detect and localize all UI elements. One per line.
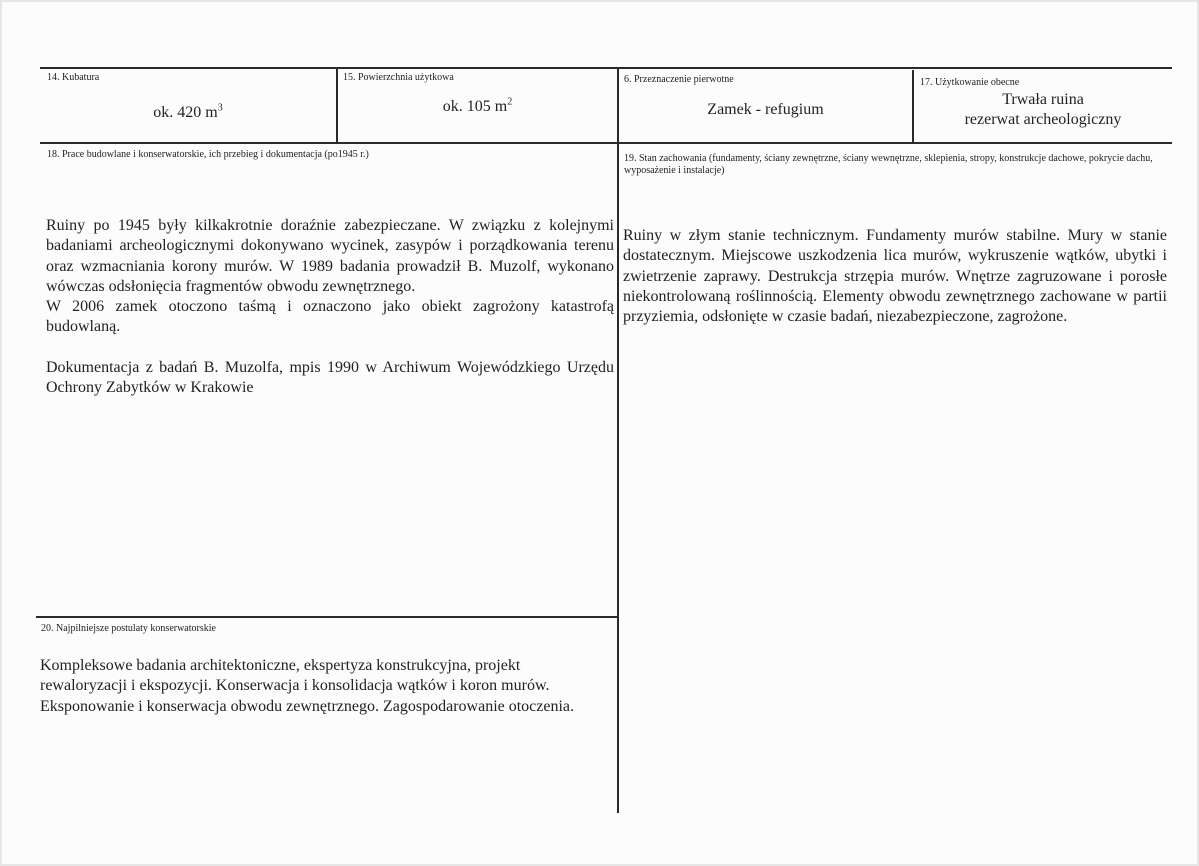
- kubatura-value: ok. 420 $m^3$: [153, 102, 223, 121]
- powierzchnia-label: 15. Powierzchnia użytkowa: [343, 72, 454, 83]
- row-divider: [40, 142, 1172, 144]
- top-rule: [40, 67, 1172, 69]
- kubatura-label: 14. Kubatura: [47, 72, 100, 83]
- powierzchnia-value: ok. 105 $m^2$: [442, 96, 513, 115]
- postulaty-text: [40, 656, 600, 717]
- prace-label: 18. Prace budowlane i konserwatorskie, ich przebieg i dokumentacja (po1945 r.): [47, 149, 369, 160]
- przeznaczenie-label: 6. Przeznaczenie pierwotne: [624, 74, 734, 85]
- stan-text: [623, 226, 1167, 327]
- prace-paragraph-1: Ruiny po 1945 były kilkakrotnie doraźnie zabezpieczane. W związku z kolejnymi badaniami archeologicznymi dokonywano wycinek, zasypów i porządkowania terenu oraz wzmacniania korony murów. W 1989 badania prowadził B. Muzolf, wykonano wówczas odsłonięcia fragmentów obwodu zewnętrznego.: [46, 217, 614, 295]
- uzytkowanie-value-1: Trwała ruina: [1002, 91, 1084, 108]
- uzytkowanie-label: 17. Użytkowanie obecne: [920, 77, 1020, 88]
- stan-label: 19. Stan zachowania (fundamenty, ściany zewnętrzne, ściany wewnętrzne, sklepienia, stropy, konstrukcje dachowe, pokrycie dachu, wyposażenie i instalacje): [624, 153, 1153, 176]
- prace-paragraph-2: W 2006 zamek otoczono taśmą i oznaczono jako obiekt zagrożony katastrofą budowlaną.: [46, 298, 614, 336]
- prace-text: [46, 216, 614, 398]
- col-divider-main: [617, 68, 619, 813]
- postulaty-paragraph: Kompleksowe badania architektoniczne, ekspertyza konstrukcyjna, projekt rewaloryzacji i ekspozycji. Konserwacja i konsolidacja wątków i koron murów. Eksponowanie i konserwacja obwodu zewnętrznego. Zagospodarowanie otoczenia.: [40, 657, 575, 715]
- uzytkowanie-value-2: rezerwat archeologiczny: [964, 111, 1122, 128]
- przeznaczenie-value: Zamek - refugium: [707, 101, 824, 118]
- section-20-rule: [36, 616, 618, 618]
- stan-paragraph: Ruiny w złym stanie technicznym. Fundamenty murów stabilne. Mury w stanie dostatecznym. Miejscowe uszkodzenia lica murów, wykruszenie wątków, ubytki i zwietrzenie zaprawy. Destrukcja strzępia murów. Wnętrze zagruzowane i porosłe niekontrolowaną roślinnością. Elementy obwodu zewnętrznego zachowane w partii przyziemia, odsłonięte w czasie badań, niezabezpieczone, zagrożone.: [623, 227, 1167, 326]
- prace-paragraph-3: Dokumentacja z badań B. Muzolfa, mpis 1990 w Archiwum Wojewódzkiego Urzędu Ochrony Zabytków w Krakowie: [46, 358, 614, 397]
- postulaty-label: 20. Najpilniejsze postulaty konserwatorskie: [41, 623, 216, 634]
